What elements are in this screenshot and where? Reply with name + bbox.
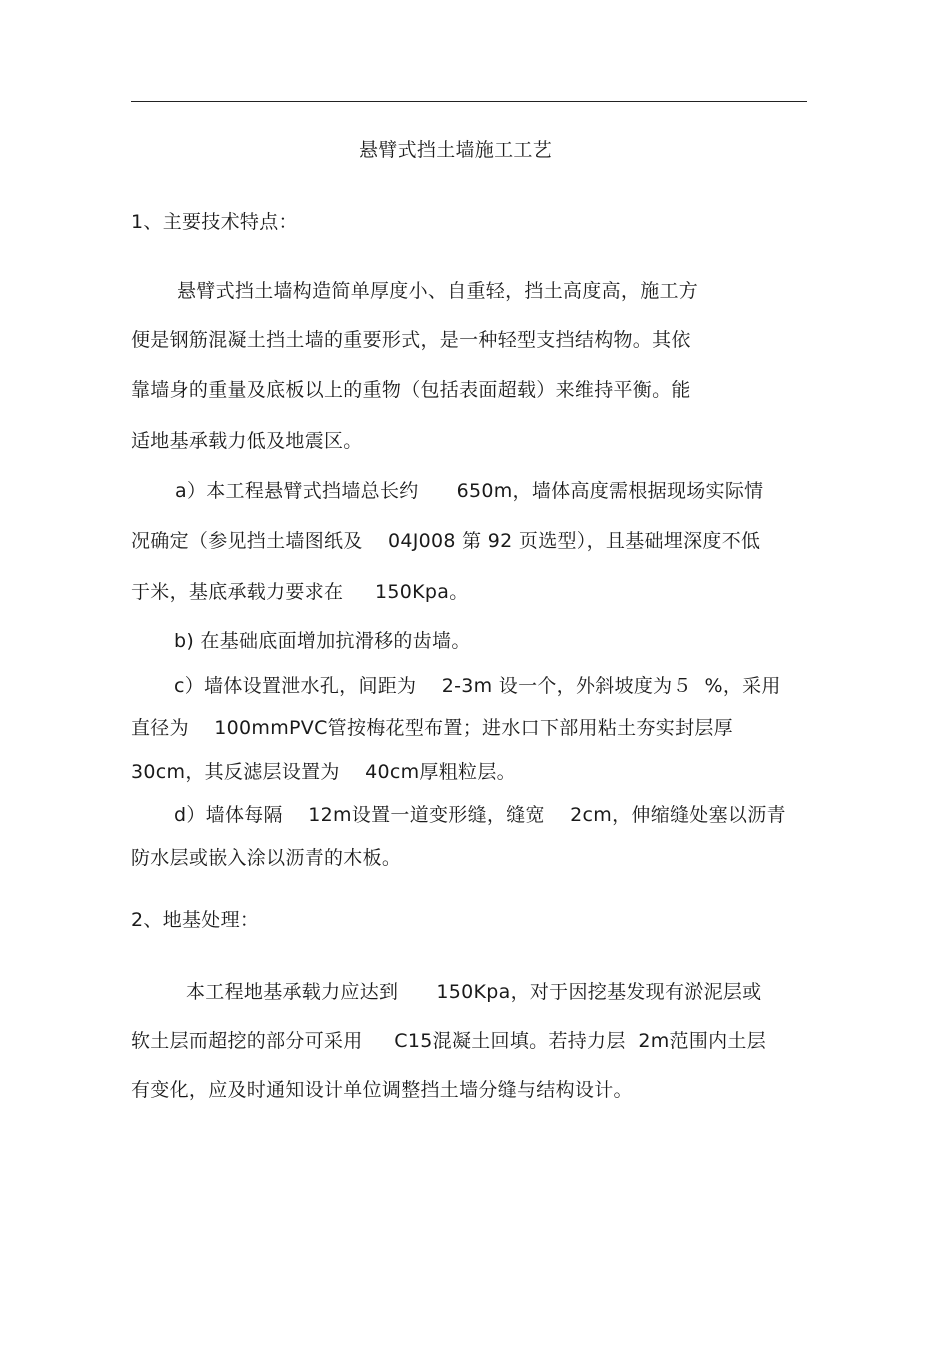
- paragraph-1-line-1: 悬臂式挡土墙构造简单厚度小、自重轻，挡土高度高，施工方: [177, 280, 699, 302]
- section-1-heading: 1、主要技术特点：: [131, 211, 298, 233]
- paragraph-2-line-2: 软土层而超挖的部分可采用 C15混凝土回填。若持力层 2m范围内土层: [131, 1030, 767, 1052]
- header-rule: [131, 101, 807, 102]
- paragraph-1-line-3: 靠墙身的重量及底板以上的重物（包括表面超载）来维持平衡。能: [131, 379, 691, 401]
- document-title: 悬臂式挡土墙施工工艺: [359, 139, 553, 161]
- item-a-line-3: 于米，基底承载力要求在 150Kpa。: [131, 581, 469, 603]
- item-d-line-1: d）墙体每隔 12m设置一道变形缝，缝宽 2cm，伸缩缝处塞以沥青: [174, 804, 786, 826]
- item-b-line-1: b) 在基础底面增加抗滑移的齿墙。: [174, 630, 471, 652]
- item-c-line-3: 30cm，其反滤层设置为 40cm厚粗粒层。: [131, 761, 516, 783]
- paragraph-1-line-2: 便是钢筋混凝土挡土墙的重要形式，是一种轻型支挡结构物。其依: [131, 329, 691, 351]
- item-a-line-1: a）本工程悬臂式挡墙总长约 650m，墙体高度需根据现场实际情: [175, 480, 764, 502]
- item-d-line-2: 防水层或嵌入涂以沥青的木板。: [131, 847, 402, 869]
- item-c-line-2: 直径为 100mmPVC管按梅花型布置；进水口下部用粘土夯实封层厚: [131, 717, 733, 739]
- paragraph-2-line-1: 本工程地基承载力应达到 150Kpa，对于因挖基发现有淤泥层或: [186, 981, 762, 1003]
- paragraph-2-line-3: 有变化，应及时通知设计单位调整挡土墙分缝与结构设计。: [131, 1079, 633, 1101]
- item-a-line-2: 况确定（参见挡土墙图纸及 04J008 第 92 页选型），且基础埋深度不低: [131, 530, 761, 552]
- section-2-heading: 2、地基处理：: [131, 909, 260, 931]
- paragraph-1-line-4: 适地基承载力低及地震区。: [131, 430, 363, 452]
- item-c-line-1: c）墙体设置泄水孔，间距为 2-3m 设一个，外斜坡度为５ %，采用: [174, 675, 781, 697]
